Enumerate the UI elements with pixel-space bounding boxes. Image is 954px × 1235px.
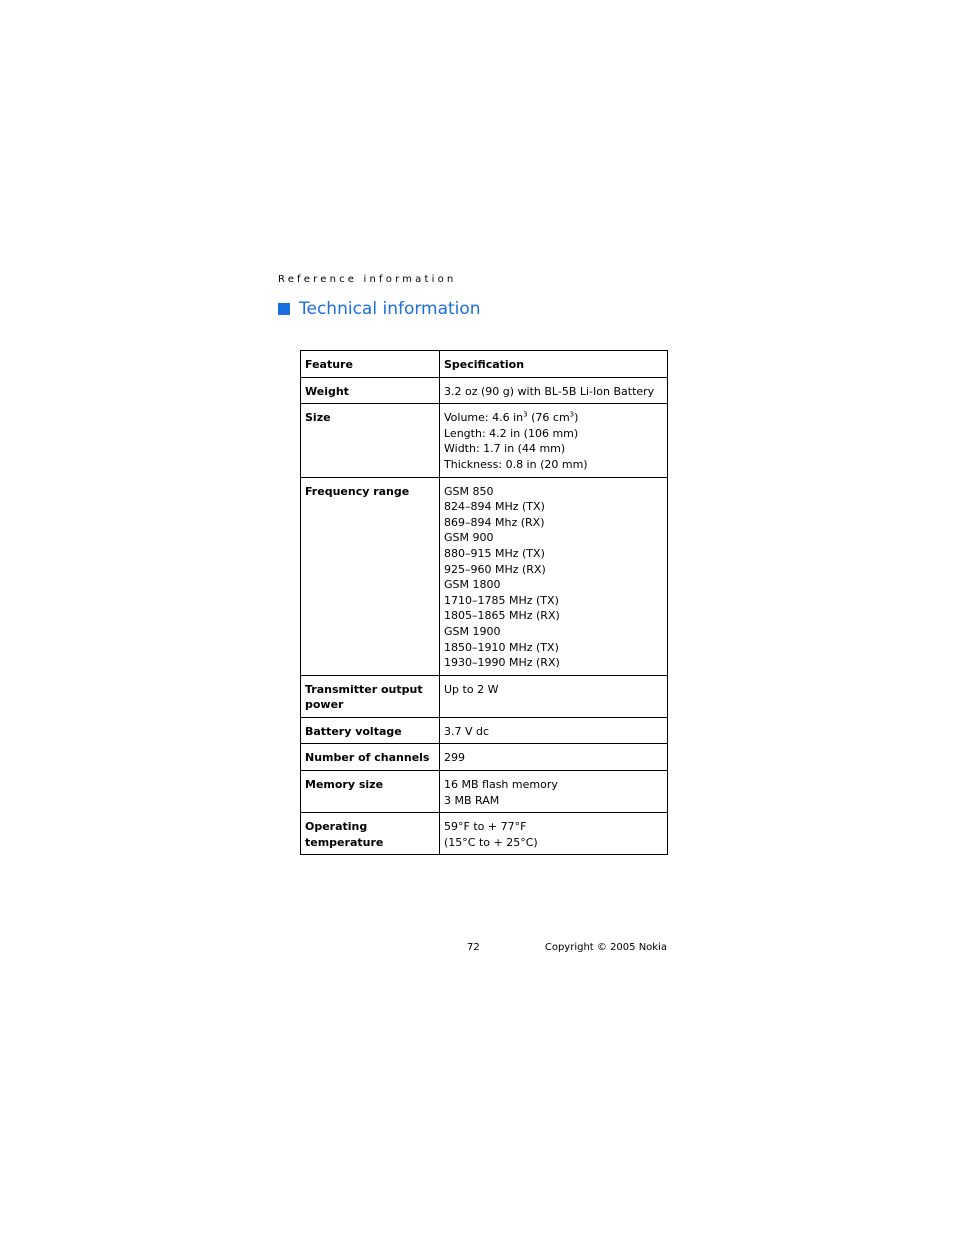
technical-info-table (300, 350, 668, 855)
spec-line: (15°C to + 25°C) (444, 835, 538, 849)
copyright-notice: Copyright © 2005 Nokia (544, 942, 667, 953)
spec-line: Thickness: 0.8 in (20 mm) (444, 457, 588, 471)
spec-cell (440, 377, 668, 404)
spec-line: Up to 2 W (444, 682, 499, 696)
spec-line: Width: 1.7 in (44 mm) (444, 442, 566, 456)
spec-line: GSM 1900 (444, 624, 501, 638)
spec-line: 1710–1785 MHz (TX) (444, 593, 559, 607)
page-number: 72 (467, 942, 480, 953)
spec-line: 3 MB RAM (444, 793, 500, 807)
spec-line: 925–960 MHz (RX) (444, 562, 546, 576)
spec-line: 824–894 MHz (TX) (444, 500, 545, 514)
spec-line: 1850–1910 MHz (TX) (444, 640, 559, 654)
spec-cell (440, 404, 668, 477)
spec-line: 1930–1990 MHz (RX) (444, 656, 560, 670)
feature-cell: Weight (301, 377, 440, 404)
spec-cell (440, 675, 668, 717)
table-row (301, 675, 668, 717)
table-row (301, 404, 668, 477)
spec-line: GSM 1800 (444, 578, 501, 592)
volume-suffix: ) (574, 411, 579, 425)
spec-cell (440, 813, 668, 855)
section-title: Technical information (299, 299, 481, 319)
volume-prefix: Volume: 4.6 in (444, 411, 524, 425)
spec-cell (440, 717, 668, 744)
spec-line: 869–894 Mhz (RX) (444, 515, 545, 529)
volume-superscript: 3 (523, 410, 528, 419)
spec-line: Length: 4.2 in (106 mm) (444, 426, 579, 440)
spec-line: GSM 900 (444, 531, 494, 545)
table-row (301, 813, 668, 855)
column-header-specification: Specification (440, 351, 668, 378)
feature-cell: Memory size (301, 771, 440, 813)
feature-cell: Size (301, 404, 440, 477)
table-row (301, 771, 668, 813)
heading-square-icon (278, 303, 290, 315)
spec-line-volume (444, 410, 663, 426)
spec-cell (440, 477, 668, 675)
column-header-feature: Feature (301, 351, 440, 378)
table-row (301, 717, 668, 744)
spec-line: 299 (444, 751, 465, 765)
volume-superscript: 3 (569, 410, 575, 419)
spec-cell (440, 771, 668, 813)
table-row (301, 477, 668, 675)
feature-cell: Operating temperature (301, 813, 440, 855)
feature-cell: Battery voltage (301, 717, 440, 744)
volume-middle: (76 cm (527, 411, 570, 425)
table-row (301, 377, 668, 404)
table-header-row (301, 351, 668, 378)
spec-line: GSM 850 (444, 484, 494, 498)
feature-cell: Frequency range (301, 477, 440, 675)
spec-line: 59°F to + 77°F (444, 820, 527, 834)
spec-line: 16 MB flash memory (444, 778, 558, 792)
section-heading (278, 297, 481, 321)
spec-line: 3.2 oz (90 g) with BL-5B Li-Ion Battery (444, 384, 655, 398)
feature-cell: Transmitter output power (301, 675, 440, 717)
spec-cell (440, 744, 668, 771)
spec-line: 880–915 MHz (TX) (444, 546, 545, 560)
running-head: Reference information (278, 274, 457, 285)
spec-line: 1805–1865 MHz (RX) (444, 609, 560, 623)
feature-cell: Number of channels (301, 744, 440, 771)
table-row (301, 744, 668, 771)
spec-line: 3.7 V dc (444, 724, 490, 738)
